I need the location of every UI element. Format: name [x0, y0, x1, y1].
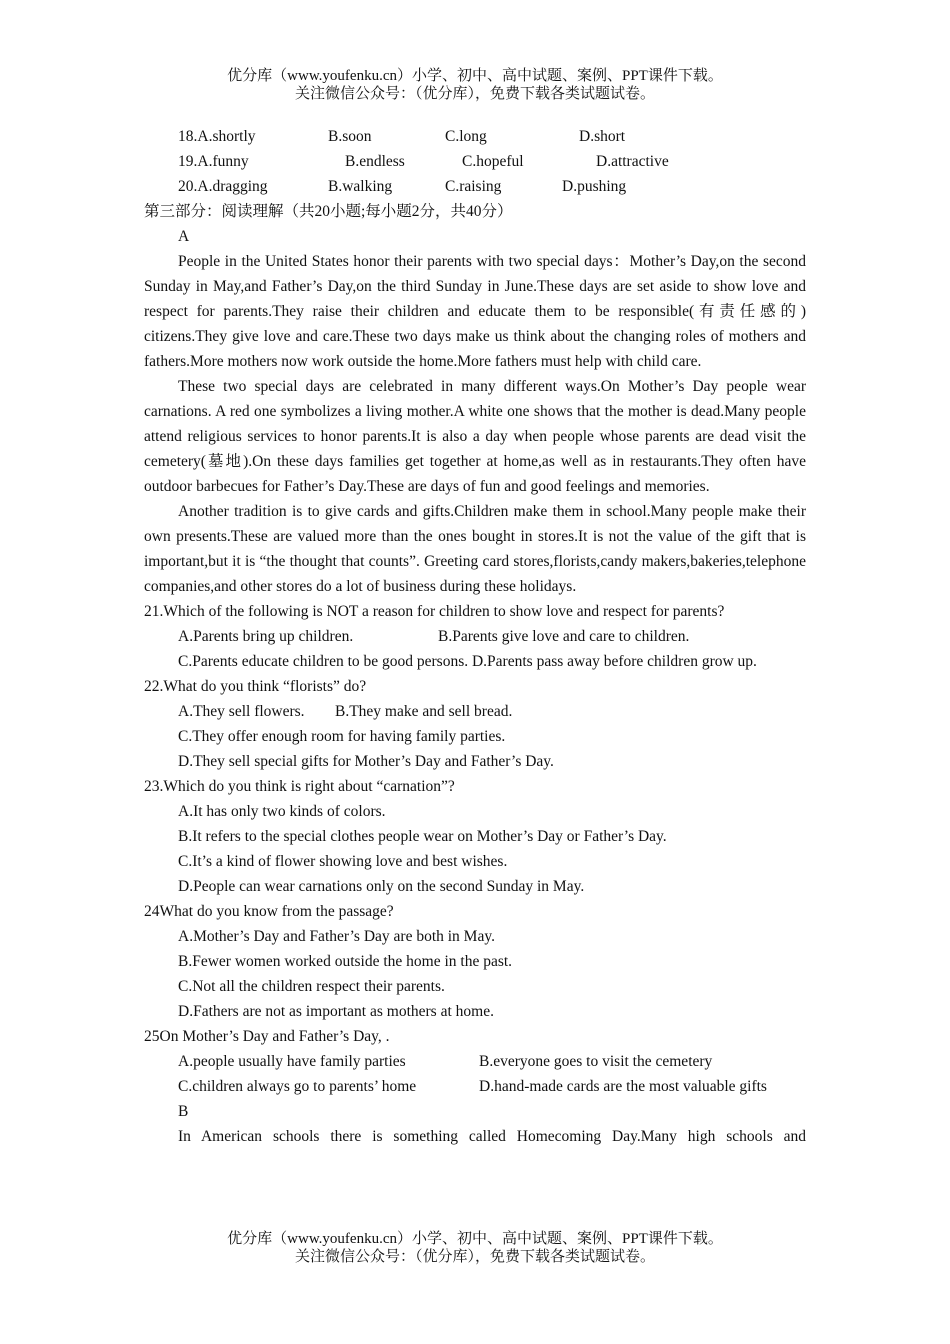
question-25-options-cd — [144, 1074, 806, 1099]
header-line-2: 关注微信公众号：（优分库），免费下载各类试题试卷。 — [294, 86, 655, 102]
option-24b: B.Fewer women worked outside the home in the past. — [178, 953, 513, 970]
option-22d: D.They sell special gifts for Mother’s Day and Father’s Day. — [178, 753, 554, 770]
option-20a: 20.A.dragging — [178, 178, 268, 195]
passage-a-label: A — [178, 228, 190, 245]
option-23c: C.It’s a kind of flower showing love and best wishes. — [178, 853, 508, 870]
option-22a: A.They sell flowers. — [178, 703, 305, 720]
option-20b: B.walking — [328, 178, 393, 195]
passage-a-paragraph-2: These two special days are celebrated in many different ways.On Mother’s Day people wear carnations. A red one symbolizes a living mother.A white one shows that the mother is dead.Many people attend religious services to honor parents.It is also a day when people whose parents are dead visit the cemetery(墓地).On these days families get together at home,as well as in restaurants.They often have outdoor barbecues for Father’s Day.These are days of fun and good feelings and memories. — [144, 378, 806, 495]
question-21-stem: 21.Which of the following is NOT a reason for children to show love and respect for parents? — [144, 603, 725, 620]
option-19c: C.hopeful — [462, 153, 524, 170]
option-25d: D.hand-made cards are the most valuable gifts — [479, 1078, 767, 1095]
option-21b: B.Parents give love and care to children. — [438, 628, 690, 645]
option-21a: A.Parents bring up children. — [178, 628, 354, 645]
option-25a: A.people usually have family parties — [178, 1053, 406, 1070]
passage-a-paragraph-1: People in the United States honor their parents with two special days：Mother’s Day,on the second Sunday in May,and Father’s Day,on the third Sunday in June.These days are set aside to show love and respect for parents.They raise their children and educate them to be responsible(有责任感的) citizens.They give love and care.These two days make us think about the changing roles of mothers and fathers.More mothers now work outside the home.More fathers must help with child care. — [144, 253, 806, 370]
question-23-stem: 23.Which do you think is right about “carnation”? — [144, 778, 455, 795]
question-22-stem: 22.What do you think “florists” do? — [144, 678, 367, 695]
option-25c: C.children always go to parents’ home — [178, 1078, 417, 1095]
passage-a-paragraph-3: Another tradition is to give cards and gifts.Children make them in school.Many people make their own presents.These are valued more than the ones bought in stores.It is not the value of the gift that is important,but it is “the thought that counts”. Greeting card stores,florists,candy makers,bakeries,telephone companies,and other stores do a lot of business during these holidays. — [144, 503, 806, 595]
footer-line-2: 关注微信公众号：（优分库），免费下载各类试题试卷。 — [294, 1249, 655, 1265]
question-25-stem: 25On Mother’s Day and Father’s Day, . — [144, 1028, 390, 1045]
option-22b: B.They make and sell bread. — [335, 703, 513, 720]
option-18b: B.soon — [328, 128, 372, 145]
question-24-stem: 24What do you know from the passage? — [144, 903, 394, 920]
option-18c: C.long — [445, 128, 487, 145]
page-header — [0, 67, 950, 103]
passage-b-paragraph-1: In American schools there is something called Homecoming Day.Many high schools and — [178, 1128, 806, 1145]
option-24a: A.Mother’s Day and Father’s Day are both in May. — [178, 928, 495, 945]
option-25b: B.everyone goes to visit the cemetery — [479, 1053, 713, 1070]
option-23d: D.People can wear carnations only on the second Sunday in May. — [178, 878, 585, 895]
option-20d: D.pushing — [562, 178, 627, 195]
option-22c: C.They offer enough room for having family parties. — [178, 728, 506, 745]
question-25-options-ab — [144, 1049, 806, 1074]
option-19a: 19.A.funny — [178, 153, 249, 170]
page-content — [144, 124, 806, 1149]
question-21-options-ab — [144, 624, 806, 649]
passage-b-label: B — [178, 1103, 189, 1120]
header-line-1: 优分库（www.youfenku.cn）小学、初中、高中试题、案例、PPT课件下载。 — [227, 68, 723, 84]
option-23b: B.It refers to the special clothes people wear on Mother’s Day or Father’s Day. — [178, 828, 667, 845]
cloze-row-20 — [144, 174, 806, 199]
option-24d: D.Fathers are not as important as mothers at home. — [178, 1003, 494, 1020]
option-19b: B.endless — [345, 153, 405, 170]
page-footer — [0, 1230, 950, 1266]
footer-line-1: 优分库（www.youfenku.cn）小学、初中、高中试题、案例、PPT课件下载。 — [227, 1231, 723, 1247]
option-23a: A.It has only two kinds of colors. — [178, 803, 386, 820]
option-24c: C.Not all the children respect their parents. — [178, 978, 445, 995]
option-20c: C.raising — [445, 178, 502, 195]
option-18a: 18.A.shortly — [178, 128, 256, 145]
cloze-row-18 — [144, 124, 806, 149]
cloze-row-19 — [144, 149, 806, 174]
option-19d: D.attractive — [596, 153, 669, 170]
question-22-options-ab — [144, 699, 806, 724]
section-3-title: 第三部分：阅读理解（共20小题;每小题2分，共40分） — [144, 203, 513, 220]
option-18d: D.short — [579, 128, 626, 145]
question-21-options-cd: C.Parents educate children to be good persons. D.Parents pass away before children grow up. — [178, 653, 757, 670]
